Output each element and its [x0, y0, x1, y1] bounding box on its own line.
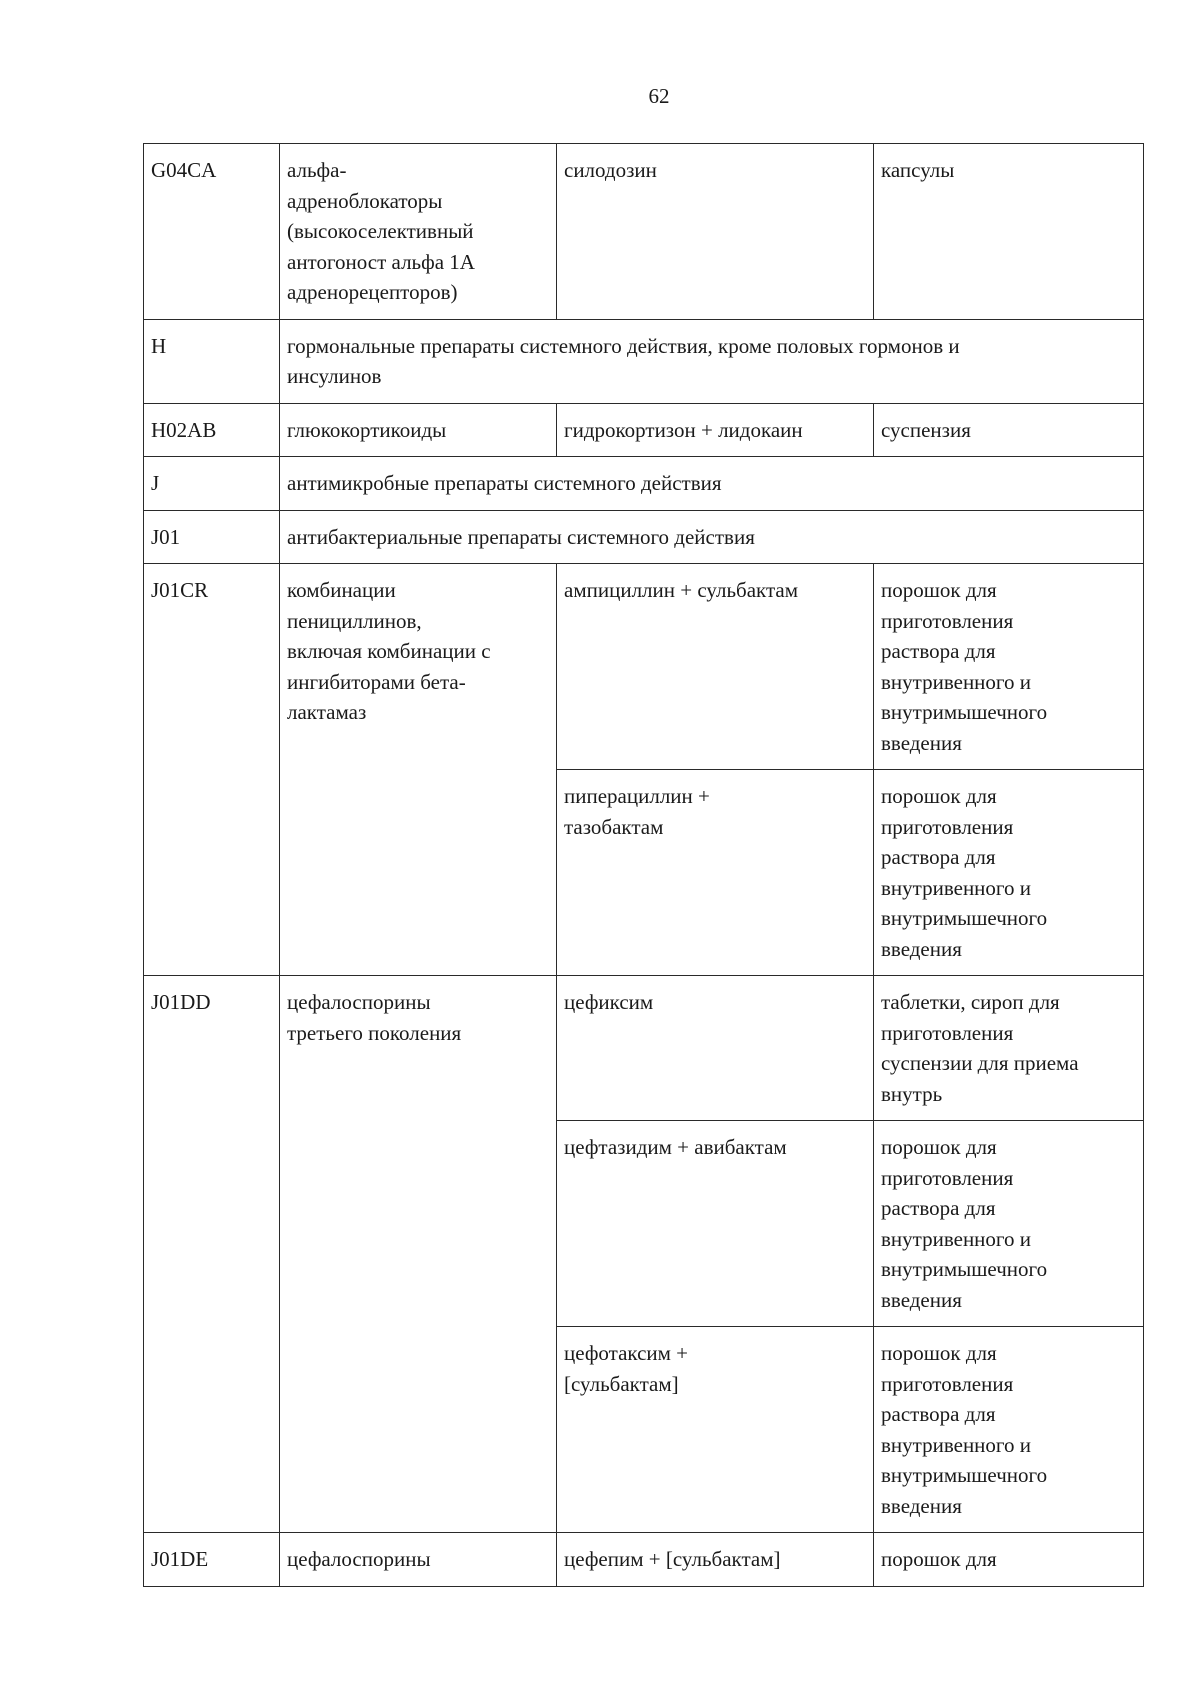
drug-name-cell: цефотаксим + [сульбактам] — [557, 1327, 874, 1533]
dosage-form-cell: порошок для — [874, 1533, 1144, 1587]
page-number: 62 — [648, 84, 670, 108]
dosage-form-cell: порошок для приготовления раствора для внутривенного и внутримышечного введения — [874, 770, 1144, 976]
dosage-form-cell: порошок для приготовления раствора для внутривенного и внутримышечного введения — [874, 564, 1144, 770]
atc-code-cell: J01DD — [144, 976, 280, 1533]
drug-table — [143, 143, 1144, 1587]
pharm-group-cell: глюкокортикоиды — [280, 403, 557, 457]
table-row — [144, 976, 1144, 1121]
atc-code-cell: J — [144, 457, 280, 511]
group-heading-cell: гормональные препараты системного действия, кроме половых гормонов и инсулинов — [280, 319, 1144, 403]
drug-name-cell: цефиксим — [557, 976, 874, 1121]
drug-name-cell: силодозин — [557, 144, 874, 320]
drug-name-cell: гидрокортизон + лидокаин — [557, 403, 874, 457]
pharm-group-cell: цефалоспорины третьего поколения — [280, 976, 557, 1533]
group-heading-cell: антибактериальные препараты системного действия — [280, 510, 1144, 564]
table-row — [144, 1533, 1144, 1587]
table-row — [144, 510, 1144, 564]
atc-code-cell: H02AB — [144, 403, 280, 457]
table-row — [144, 144, 1144, 320]
atc-code-cell: J01DE — [144, 1533, 280, 1587]
atc-code-cell: J01CR — [144, 564, 280, 976]
table-row — [144, 319, 1144, 403]
dosage-form-cell: порошок для приготовления раствора для внутривенного и внутримышечного введения — [874, 1327, 1144, 1533]
pharm-group-cell: комбинации пенициллинов, включая комбинации с ингибиторами бета- лактамаз — [280, 564, 557, 976]
drug-name-cell: цефтазидим + авибактам — [557, 1121, 874, 1327]
pharm-group-cell: альфа- адреноблокаторы (высокоселективный антогоност альфа 1А адренорецепторов) — [280, 144, 557, 320]
dosage-form-cell: капсулы — [874, 144, 1144, 320]
drug-name-cell: пиперациллин + тазобактам — [557, 770, 874, 976]
table-row — [144, 403, 1144, 457]
pharm-group-cell: цефалоспорины — [280, 1533, 557, 1587]
atc-code-cell: H — [144, 319, 280, 403]
drug-name-cell: цефепим + [сульбактам] — [557, 1533, 874, 1587]
atc-code-cell: G04CA — [144, 144, 280, 320]
table-row — [144, 457, 1144, 511]
dosage-form-cell: суспензия — [874, 403, 1144, 457]
drug-name-cell: ампициллин + сульбактам — [557, 564, 874, 770]
group-heading-cell: антимикробные препараты системного действия — [280, 457, 1144, 511]
table-row — [144, 564, 1144, 770]
dosage-form-cell: порошок для приготовления раствора для внутривенного и внутримышечного введения — [874, 1121, 1144, 1327]
dosage-form-cell: таблетки, сироп для приготовления суспензии для приема внутрь — [874, 976, 1144, 1121]
atc-code-cell: J01 — [144, 510, 280, 564]
